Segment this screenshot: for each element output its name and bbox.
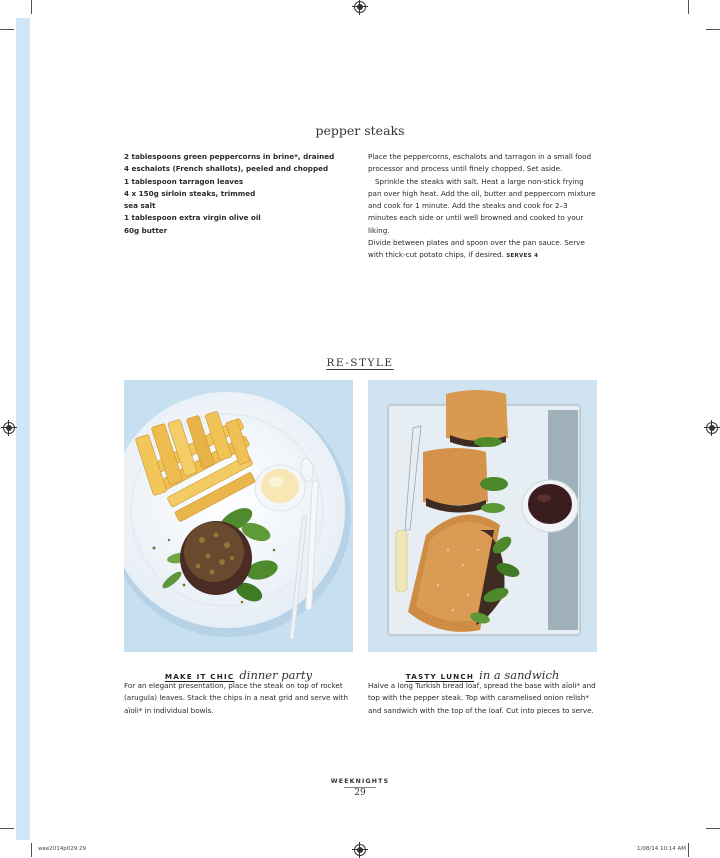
ingredient-item: 4 eschalots (French shallots), peeled and chopped [124, 164, 329, 174]
crop-mark [31, 843, 32, 857]
method-step: Place the peppercorns, eschalots and tarragon in a small food processor and process until finely chopped. Set aside. [368, 152, 592, 174]
sandwich-kicker: TASTY LUNCH [405, 672, 475, 681]
sandwich-illustration [368, 380, 597, 652]
ingredient-item: 4 x 150g sirloin steaks, trimmed [124, 188, 256, 198]
crop-mark [0, 29, 14, 30]
page-edge-tint [16, 18, 30, 840]
ingredient-list [124, 151, 354, 237]
ingredient-item: 1 tablespoon extra virgin olive oil [124, 213, 261, 223]
serves-label: SERVES 4 [506, 253, 539, 260]
method-text [368, 151, 596, 263]
ingredient-item: 60g butter [124, 225, 168, 235]
registration-mark-icon [354, 844, 366, 856]
crop-mark [0, 828, 14, 829]
slug-filename: wee2014p029 29 [38, 846, 86, 852]
steak-chips-illustration [124, 380, 353, 652]
sandwich-photo [368, 380, 597, 652]
section-name: WEEKNIGHTS [330, 778, 390, 785]
ingredient-item: sea salt [124, 201, 156, 211]
crop-mark [688, 0, 689, 14]
sandwich-subtitle: in a sandwich [479, 668, 560, 682]
sandwich-text: Halve a long Turkish bread loaf, spread the base with aïoli* and top with the pepper steak. Top with caramelised onion relish* and sandwich with the top of the loaf. Cut into pieces to serve. [368, 681, 596, 715]
restyle-heading: RE-STYLE [326, 357, 394, 369]
ingredient-item: 2 tablespoons green peppercorns in brine*, drained [124, 152, 335, 161]
method-step: Sprinkle the steaks with salt. Heat a large non-stick frying pan over high heat. Add the oil, butter and peppercorn mixture and cook for 1 minute. Add the steaks and cook for 2–3 minutes each side or until well browned and cooked to your liking. [368, 176, 596, 235]
crop-mark [706, 29, 720, 30]
crop-mark [706, 828, 720, 829]
dinner-party-subtitle: dinner party [239, 668, 313, 682]
ingredient-item: 1 tablespoon tarragon leaves [124, 176, 244, 186]
method-step [368, 237, 596, 263]
dinner-party-photo [124, 380, 353, 652]
recipe-title: pepper steaks [315, 123, 405, 138]
crop-mark [31, 0, 32, 14]
registration-mark-icon [706, 422, 718, 434]
crop-mark [688, 843, 689, 857]
page-number: 29 [354, 788, 366, 798]
registration-mark-icon [3, 422, 15, 434]
dinner-party-text: For an elegant presentation, place the steak on top of rocket (arugula) leaves. Stack the chips in a neat grid and serve with aïoli* in individual bowls. [124, 681, 349, 715]
dinner-party-kicker: MAKE IT CHIC [164, 672, 235, 681]
method-step-text: Divide between plates and spoon over the pan sauce. Serve with thick-cut potato chips, if desired. [368, 238, 585, 260]
slug-datetime: 1/08/14 10:14 AM [637, 846, 687, 852]
registration-mark-icon [354, 1, 366, 13]
